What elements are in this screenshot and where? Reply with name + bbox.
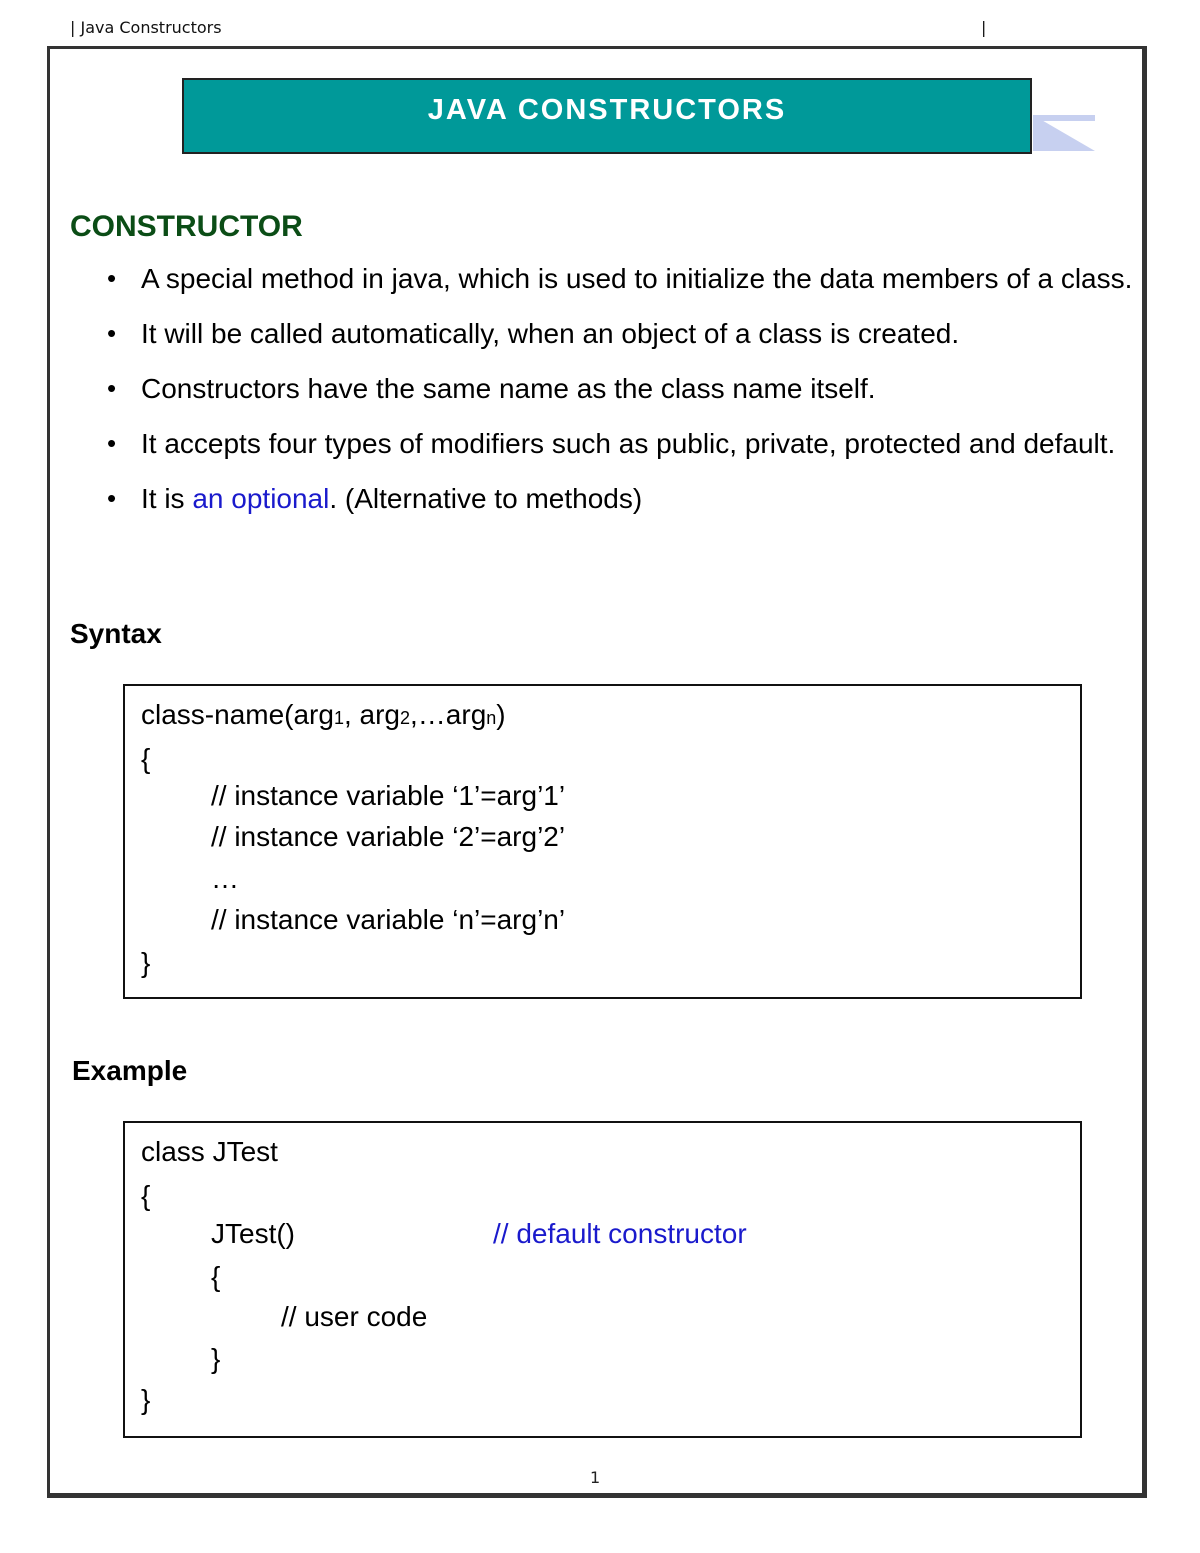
syntax-code-box bbox=[123, 684, 1082, 999]
bullet-text: A special method in java, which is used to initialize the data members of a class. bbox=[141, 263, 1133, 294]
bullet-text: It will be called automatically, when an object of a class is created. bbox=[141, 318, 960, 349]
list-item bbox=[103, 478, 1133, 519]
page-number: 1 bbox=[590, 1468, 601, 1487]
subscript: 2 bbox=[400, 708, 411, 728]
title-banner bbox=[182, 78, 1032, 154]
list-item bbox=[103, 313, 1133, 354]
body-comment: // user code bbox=[281, 1301, 428, 1332]
constructor-comment: // default constructor bbox=[493, 1218, 747, 1249]
signature-line bbox=[141, 698, 506, 735]
header-right-separator: | bbox=[981, 18, 987, 37]
banner-shadow-wedge bbox=[1033, 115, 1095, 151]
bullet-text: Constructors have the same name as the class name itself. bbox=[141, 373, 876, 404]
running-header: | Java Constructors bbox=[70, 18, 222, 37]
inner-open-brace: { bbox=[211, 1261, 221, 1292]
class-declaration: class JTest bbox=[141, 1136, 278, 1167]
page-title: JAVA CONSTRUCTORS bbox=[427, 93, 787, 126]
open-brace: { bbox=[141, 743, 151, 774]
close-brace: } bbox=[141, 947, 151, 978]
constructor-signature: JTest() bbox=[211, 1218, 295, 1249]
syntax-heading: Syntax bbox=[70, 618, 162, 649]
bullet-text-prefix: It is bbox=[141, 483, 193, 514]
constructor-heading: CONSTRUCTOR bbox=[70, 210, 303, 243]
signature-part: ,…arg bbox=[410, 699, 487, 730]
bullet-icon: • bbox=[107, 428, 117, 458]
optional-highlight: an optional bbox=[192, 483, 330, 514]
subscript: n bbox=[486, 708, 497, 728]
list-item bbox=[103, 258, 1133, 299]
inner-close-brace: } bbox=[211, 1343, 221, 1374]
code-line: … bbox=[211, 863, 239, 894]
bullet-icon: • bbox=[107, 318, 117, 348]
bullet-text: It accepts four types of modifiers such as public, private, protected and default. bbox=[141, 428, 1116, 459]
signature-part: class-name(arg bbox=[141, 699, 334, 730]
list-item bbox=[103, 368, 1133, 409]
outer-close-brace: } bbox=[141, 1384, 151, 1415]
bullet-icon: • bbox=[107, 483, 117, 513]
constructor-bullet-list bbox=[103, 258, 1133, 533]
bullet-text-suffix: . (Alternative to methods) bbox=[329, 483, 643, 514]
example-code-box bbox=[123, 1121, 1082, 1438]
subscript: 1 bbox=[333, 708, 344, 728]
code-line: // instance variable ‘n’=arg’n’ bbox=[211, 904, 566, 935]
code-line: // instance variable ‘2’=arg’2’ bbox=[211, 821, 566, 852]
example-heading: Example bbox=[72, 1055, 188, 1086]
list-item bbox=[103, 423, 1133, 464]
signature-part: ) bbox=[496, 699, 506, 730]
outer-open-brace: { bbox=[141, 1180, 151, 1211]
bullet-icon: • bbox=[107, 373, 117, 403]
code-line: // instance variable ‘1’=arg’1’ bbox=[211, 780, 566, 811]
bullet-icon: • bbox=[107, 263, 117, 293]
signature-part: , arg bbox=[343, 699, 400, 730]
